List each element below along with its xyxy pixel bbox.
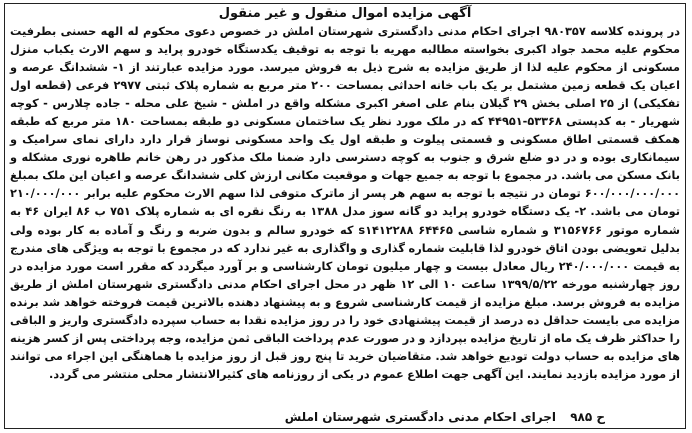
notice-body: در پرونده کلاسه ۹۸۰۳۵۷ اجرای احکام مدنی دادگستری شهرستان املش در خصوص دعوی محکوم له الهه حسنی بطرفیت محکوم علیه محمد جواد اکبری بخواسته مطالبه مهریه با توجه به توقیف یکدستگاه خودرو پراید و سهم الارث یکباب منزل مسکونی از محکوم علیه لذا از طریق مزایده به شرح ذیل به فروش میرسد. مورد مزایده عبارتند از ۱- ششدانگ عرصه و اعیان یک قطعه زمین مشتمل بر یک باب خانه احداثی بمساحت ۲۰۰ متر مربع به شماره پلاک ثبتی ۲۹۷۷ فرعی (قطعه اول تفکیکی) از ۲۵ اصلی بخش ۲۹ گیلان بنام علی اصغر اکبری مشکله واقع در املش - شیخ علی محله - جاده چلارس - کوچه شهریار - به کدپستی ۵۳۳۶۸-۴۴۹۵۱ که در ملک مورد نظر یک ساختمان مسکونی دو طبقه بمساحت ۱۸۰ متر مربع که طبقه همکف قسمتی اطاق مسکونی و قسمتی پیلوت و طبقه اول یک واحد مسکونی نوساز قرار دارد دارای نمای سرامیک و سیمانکاری بوده و در دو ضلع شرق و جنوب به کوچه دسترسی دارد ضمنا ملک مذکور در رهن خانم طاهره نوری مشکله و بانک مسکن می باشد. در مجموع با توجه به جمیع جهات و موقعیت مکانی ارزش کلی ششدانگ عرصه و اعیان این ملک بمبلغ ۶۰۰/۰۰۰/۰۰۰/۰۰۰ تومان در نتیجه با توجه به سهم هر پسر از ماترک متوفی لذا سهم الارث محکوم علیه برابر ۲۱۰/۰۰۰/۰۰۰ تومان می باشد. ۲- یک دستگاه خودرو پراید دو گانه سوز مدل ۱۳۸۸ به رنگ نقره ای به شماره پلاک ۷۵۱ ب ۸۶ ایران ۴۶ به شماره موتور ۳۱۵۶۷۶۶ و شماره شاسی ۶۴۴۶۵ s۱۴۱۲۲۸۸ که خودرو سالم و بدون ضربه و رنگ و آماده به کار بوده ولی بدلیل تعویضی بودن اتاق خودرو لذا قابلیت شماره گذاری و واگذاری به غیر ندارد که در مجموع با توجه به ویژگی های مندرج به قیمت ۲۴۰/۰۰۰/۰۰۰ ریال معادل بیست و چهار میلیون تومان کارشناسی و بر آورد میگردد که مقرر است مورد مزایده در روز چهارشنبه مورخه ۱۳۹۹/۵/۲۲ ساعت ۱۰ الی ۱۲ ظهر در محل اجرای احکام مدنی دادگستری شهرستان املش از طریق مزایده به فروش برسد. مبلغ مزایده از قیمت کارشناسی شروع و به پیشنهاد دهنده بالاترین قیمت فروخته خواهد شد برنده مزایده می بایست حداقل ده درصد از قیمت پیشنهادی خود را در روز مزایده نقدا به حساب سپرده دادگستری واریز و الباقی را حداکثر ظرف یک ماه از تاریخ مزایده بپردازد و در صورت عدم پرداخت الباقی ثمن مزایده، وجه پرداختی پس از کسر هزینه های مزایده به حساب دولت تودیع خواهد شد. متقاضیان خرید تا پنج روز قبل از روز مزایده با هماهنگی این اجراء می توانند از مورد مزایده بازدید نمایند. این آگهی جهت اطلاع عموم در یکی از روزنامه های کثیرالانتشار محلی منتشر می گردد.	[10, 25, 681, 381]
notice-footer	[275, 409, 605, 425]
notice-title: آگهی مزایده اموال منقول و غیر منقول	[218, 6, 472, 21]
notice-signature: اجرای احکام مدنی دادگستری شهرستان املش	[284, 410, 556, 424]
notice-code: ح ۹۸۵	[570, 410, 605, 424]
auction-notice	[4, 3, 686, 429]
